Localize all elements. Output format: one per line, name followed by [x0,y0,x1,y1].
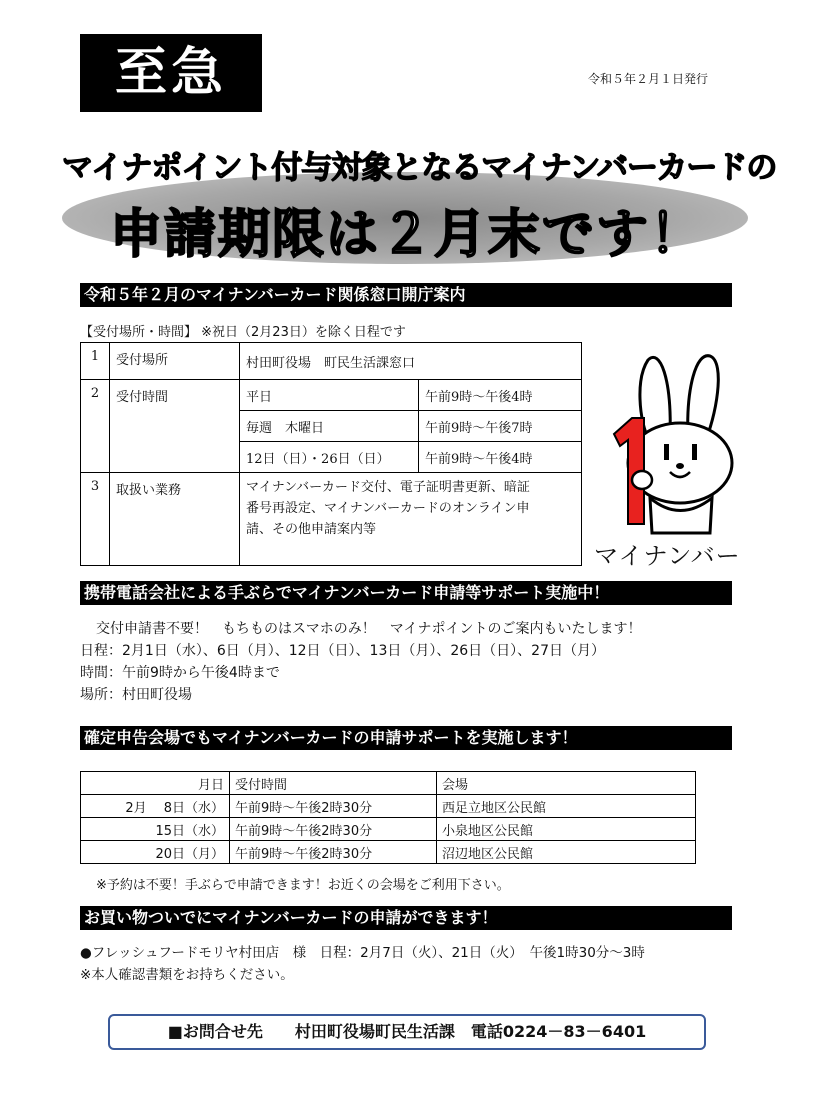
issue-date: 令和５年２月１日発行 [588,72,709,86]
row-label: 取扱い業務 [110,473,240,566]
schedule-day: 12日（日）・26日（日） [240,442,419,473]
section4-line: ※本人確認書類をお持ちください。 [80,967,294,983]
headline-line1: マイナポイント付与対象となるマイナンバーカードの [62,150,777,186]
table-row [81,795,696,818]
row-number: 2 [81,380,110,473]
schedule-time: 午前9時～午後7時 [419,411,582,442]
section2-line: 時間：午前9時から午後4時まで [80,665,280,681]
urgent-badge: 至急 [80,34,262,112]
cell-date: 20日（月） [81,841,230,864]
contact-box: ■お問合せ先 村田町役場町民生活課 電話0224－83－6401 [108,1014,706,1050]
headline-line2: 申請期限は２月末です！ [109,205,704,265]
cell-date: 2月 8日（水） [81,795,230,818]
section4-body [80,942,760,986]
table-header-row [81,772,696,795]
section3-note: ※予約は不要！手ぶらで申請できます！お近くの会場をご利用下さい。 [96,878,510,893]
cell-venue: 西足立地区公民館 [437,795,696,818]
row-label: 受付時間 [110,380,240,473]
header-time: 受付時間 [230,772,437,795]
section1-title: 令和５年２月のマイナンバーカード関係窓口開庁案内 [80,283,732,307]
header-date: 月日 [81,772,230,795]
schedule-day: 平日 [240,380,419,411]
row-value: 村田町役場 町民生活課窓口 [240,343,582,380]
table-row [81,818,696,841]
mascot-label: マイナンバー [594,542,741,570]
services-line: 請、その他申請案内等 [246,522,377,537]
section1-note: 【受付場所・時間】 ※祝日（2月23日）を除く日程です [80,325,406,340]
section4-line: ●フレッシュフードモリヤ村田店 様 日程：2月7日（火）、21日（火） 午後1時30分～3時 [80,945,645,961]
section2-body [80,618,740,706]
cell-venue: 小泉地区公民館 [437,818,696,841]
tax-venue-table [80,771,696,864]
cell-venue: 沼辺地区公民館 [437,841,696,864]
schedule-day: 毎週 木曜日 [240,411,419,442]
office-hours-table [80,342,582,566]
row-number: 1 [81,343,110,380]
cell-time: 午前9時～午後2時30分 [230,841,437,864]
services-line: 番号再設定、マイナンバーカードのオンライン申 [246,501,530,516]
mynumber-mascot-icon [600,348,760,538]
schedule-time: 午前9時～午後4時 [419,380,582,411]
cell-date: 15日（水） [81,818,230,841]
table-row [81,380,582,411]
row-label: 受付場所 [110,343,240,380]
cell-time: 午前9時～午後2時30分 [230,795,437,818]
row-number: 3 [81,473,110,566]
section2-line: 交付申請書不要！ もちものはスマホのみ！ マイナポイントのご案内もいたします！ [96,621,642,637]
table-row [81,841,696,864]
section2-line: 日程：2月1日（水）、6日（月）、12日（日）、13日（月）、26日（日）、27日（月） [80,643,605,659]
table-row [81,473,582,566]
header-venue: 会場 [437,772,696,795]
section2-title: 携帯電話会社による手ぶらでマイナンバーカード申請等サポート実施中！ [80,581,732,605]
services-line: マイナンバーカード交付、電子証明書更新、暗証 [246,480,530,495]
services-description [240,473,582,566]
section2-line: 場所：村田町役場 [80,687,192,703]
cell-time: 午前9時～午後2時30分 [230,818,437,841]
section3-title: 確定申告会場でもマイナンバーカードの申請サポートを実施します！ [80,726,732,750]
schedule-time: 午前9時～午後4時 [419,442,582,473]
section4-title: お買い物ついでにマイナンバーカードの申請ができます！ [80,906,732,930]
table-row [81,343,582,380]
